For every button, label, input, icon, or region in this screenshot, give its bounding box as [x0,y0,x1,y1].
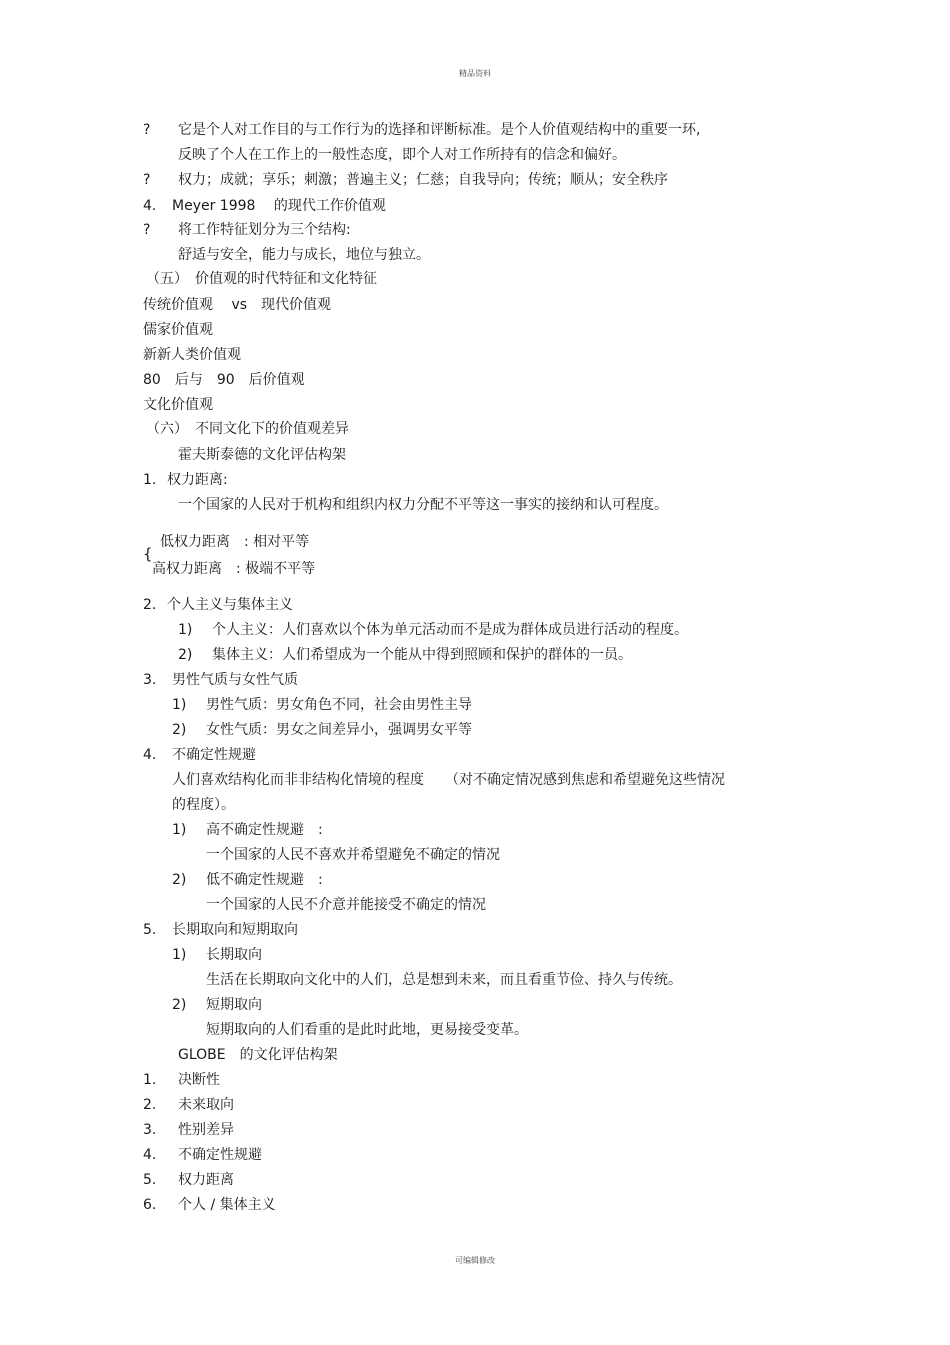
paragraph-line: 反映了个人在工作上的一般性态度，即个人对工作所持有的信念和偏好。 [178,147,626,163]
paragraph-line: 一个国家的人民不喜欢并希望避免不确定的情况 [206,847,500,863]
list-item-text: 权力距离: [167,472,228,488]
list-item-text: 决断性 [178,1072,220,1088]
paragraph-line: 将工作特征划分为三个结构: [178,222,351,238]
page-footer: 可编辑修改 [455,1256,495,1265]
paragraph-line: 权力；成就；享乐；刺激；普遍主义；仁慈；自我导向；传统；顺从；安全秩序 [178,172,668,188]
sub-list-number: 1) [172,947,187,963]
paragraph-line: 生活在长期取向文化中的人们，总是想到未来，而且看重节俭、持久与传统。 [206,972,682,988]
brace-glyph: { [143,545,153,563]
list-item-text: 长期取向和短期取向 [172,922,298,938]
paragraph-line: 的程度）。 [172,797,235,813]
sub-list-text: 短期取向 [206,997,262,1013]
list-item-text: 不确定性规避 [172,747,256,763]
paragraph-line: 一个国家的人民对于机构和组织内权力分配不平等这一事实的接纳和认可程度。 [178,497,668,513]
bullet-marker: ? [143,122,151,138]
sub-list-number: 2) [178,647,193,663]
sub-list-text: 女性气质：男女之间差异小，强调男女平等 [206,722,472,738]
sub-list-number: 1) [178,622,193,638]
list-number: 3. [143,1122,157,1138]
paragraph-line: 它是个人对工作目的与工作行为的选择和评断标准。是个人价值观结构中的重要一环, [178,122,701,138]
list-item-text: Meyer 1998 的现代工作价值观 [172,198,386,214]
sub-list-text: 长期取向 [206,947,262,963]
brace-line: 低权力距离 : 相对平等 [160,534,310,550]
section-heading: （五） 价值观的时代特征和文化特征 [146,271,377,287]
sub-list-number: 2) [172,722,187,738]
list-number: 6. [143,1197,157,1213]
sub-list-text: 低不确定性规避 : [206,872,323,888]
list-number: 5. [143,1172,157,1188]
list-number: 3. [143,672,157,688]
list-number: 4. [143,747,157,763]
paragraph-line: 传统价值观 vs 现代价值观 [143,297,332,313]
list-number: 4. [143,1147,157,1163]
bullet-marker: ? [143,172,151,188]
page-header: 精品资料 [459,69,491,78]
paragraph-line: 80 后与 90 后价值观 [143,372,305,388]
paragraph-line: 儒家价值观 [143,322,213,338]
sub-heading: GLOBE 的文化评估构架 [178,1047,338,1063]
list-number: 4. [143,198,157,214]
list-item-text: 个人主义与集体主义 [167,597,293,613]
brace-line: 高权力距离 : 极端不平等 [152,561,316,577]
list-number: 1. [143,1072,157,1088]
paragraph-line: 短期取向的人们看重的是此时此地，更易接受变革。 [206,1022,528,1038]
bullet-marker: ? [143,222,151,238]
sub-list-number: 1) [172,822,187,838]
sub-list-text: 男性气质：男女角色不同，社会由男性主导 [206,697,472,713]
list-number: 2. [143,597,157,613]
list-item-text: 未来取向 [178,1097,234,1113]
list-number: 5. [143,922,157,938]
sub-list-number: 1) [172,697,187,713]
list-item-text: 权力距离 [178,1172,234,1188]
list-item-text: 性别差异 [178,1122,234,1138]
list-item-text: 个人 / 集体主义 [178,1197,276,1213]
sub-list-text: 高不确定性规避 : [206,822,323,838]
list-number: 2. [143,1097,157,1113]
sub-list-number: 2) [172,997,187,1013]
list-item-text: 男性气质与女性气质 [172,672,298,688]
sub-list-text: 集体主义：人们希望成为一个能从中得到照顾和保护的群体的一员。 [212,647,632,663]
sub-list-text: 个人主义：人们喜欢以个体为单元活动而不是成为群体成员进行活动的程度。 [212,622,688,638]
paragraph-line: 新新人类价值观 [143,347,241,363]
paragraph-line: 人们喜欢结构化而非非结构化情境的程度 （对不确定情况感到焦虑和希望避免这些情况 [172,772,725,788]
section-heading: （六） 不同文化下的价值观差异 [146,421,349,437]
paragraph-line: 文化价值观 [143,397,213,413]
list-item-text: 不确定性规避 [178,1147,262,1163]
paragraph-line: 一个国家的人民不介意并能接受不确定的情况 [206,897,486,913]
paragraph-line: 舒适与安全，能力与成长，地位与独立。 [178,247,430,263]
sub-heading: 霍夫斯泰德的文化评估构架 [178,447,346,463]
list-number: 1. [143,472,157,488]
sub-list-number: 2) [172,872,187,888]
